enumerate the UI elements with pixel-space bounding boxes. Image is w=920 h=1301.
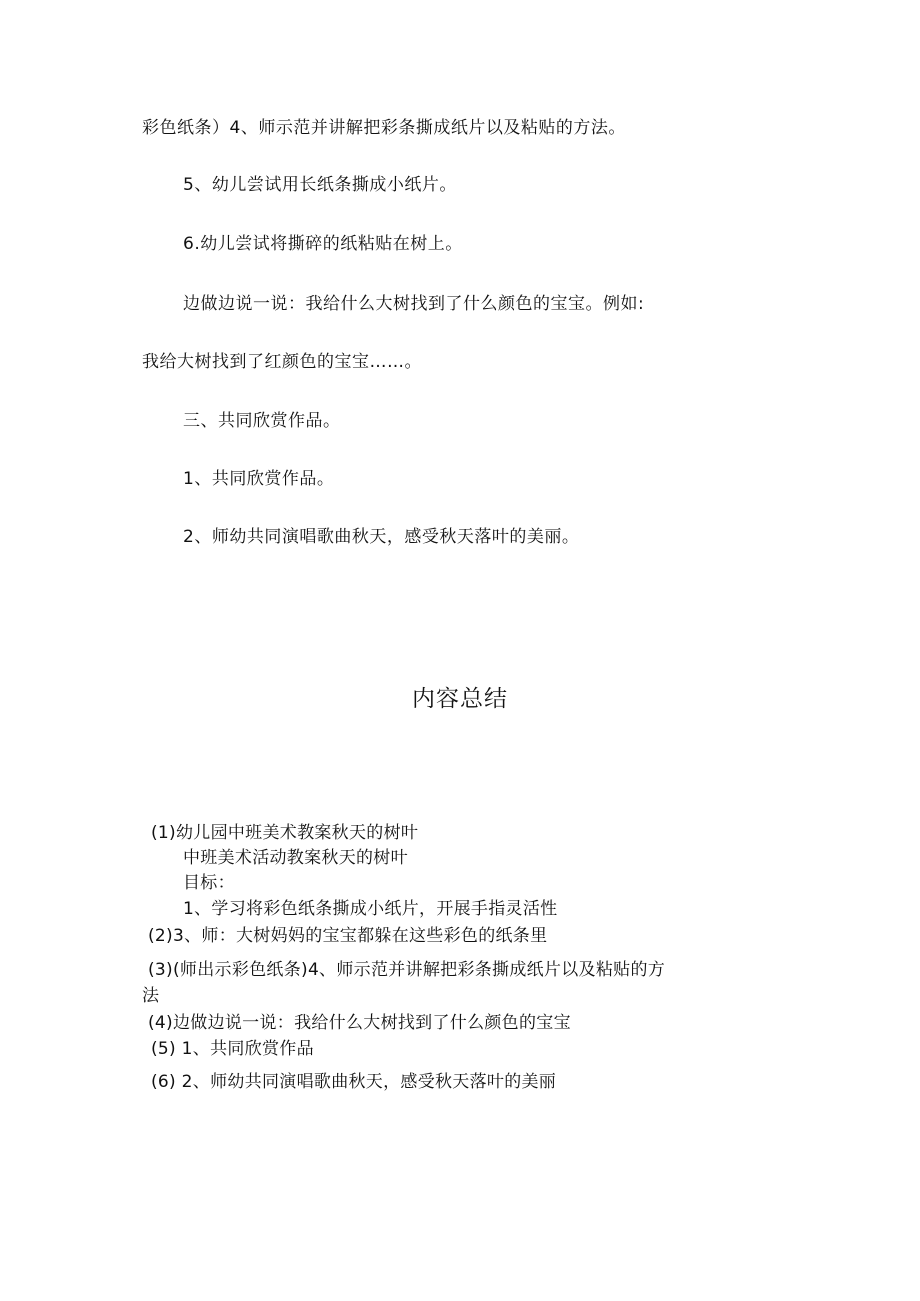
summary-item-4: (4)边做边说一说：我给什么大树找到了什么颜色的宝宝 [148,1013,571,1033]
summary-item-3-continued: 法 [142,986,160,1006]
summary-title: 内容总结 [412,686,508,712]
summary-item-1-sub-1: 中班美术活动教案秋天的树叶 [183,848,408,868]
summary-item-1-sub-3: 1、学习将彩色纸条撕成小纸片，开展手指灵活性 [183,899,558,919]
paragraph-4: 边做边说一说：我给什么大树找到了什么颜色的宝宝。例如: [183,294,645,314]
summary-item-3: (3)(师出示彩色纸条)4、师示范并讲解把彩条撕成纸片以及粘贴的方 [148,960,666,980]
paragraph-1: 彩色纸条）4、师示范并讲解把彩条撕成纸片以及粘贴的方法。 [142,118,626,138]
paragraph-2: 5、幼儿尝试用长纸条撕成小纸片。 [183,175,457,195]
summary-item-1-sub-2: 目标： [183,873,235,893]
paragraph-7: 1、共同欣赏作品。 [183,469,335,489]
paragraph-5: 我给大树找到了红颜色的宝宝……。 [142,352,422,372]
paragraph-3: 6.幼儿尝试将撕碎的纸粘贴在树上。 [183,234,463,254]
summary-item-6: (6) 2、师幼共同演唱歌曲秋天，感受秋天落叶的美丽 [151,1072,557,1092]
summary-item-5: (5) 1、共同欣赏作品 [151,1039,314,1059]
paragraph-8: 2、师幼共同演唱歌曲秋天，感受秋天落叶的美丽。 [183,527,580,547]
summary-item-1: (1)幼儿园中班美术教案秋天的树叶 [151,823,419,843]
summary-item-2: (2)3、师：大树妈妈的宝宝都躲在这些彩色的纸条里 [148,926,548,946]
paragraph-6: 三、共同欣赏作品。 [183,411,341,431]
